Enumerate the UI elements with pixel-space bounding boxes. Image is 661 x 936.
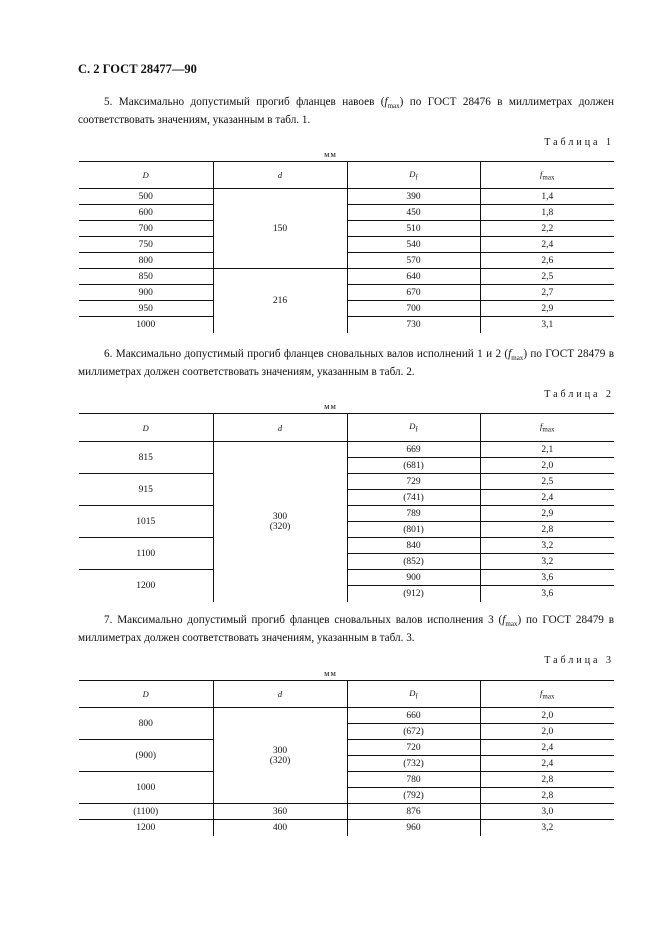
cell-Df: (681) bbox=[347, 458, 480, 474]
cell-f: 3,2 bbox=[480, 554, 614, 570]
table-row bbox=[79, 253, 614, 269]
table-row bbox=[79, 772, 614, 788]
cell-Df: 450 bbox=[347, 205, 480, 221]
cell-Df: (732) bbox=[347, 756, 480, 772]
d-value-alt: (320) bbox=[269, 755, 291, 766]
cell-d bbox=[213, 442, 347, 602]
col-D: D bbox=[79, 414, 213, 442]
cell-Df: 390 bbox=[347, 189, 480, 205]
cell-D: 950 bbox=[79, 301, 213, 317]
table-row bbox=[79, 474, 614, 490]
cell-D: 915 bbox=[79, 474, 213, 506]
table-2 bbox=[79, 413, 614, 602]
table-row bbox=[79, 285, 614, 301]
col-Df: $D_f$ bbox=[347, 681, 480, 708]
col-f: $f_{max}$ bbox=[480, 162, 614, 189]
cell-Df: 540 bbox=[347, 237, 480, 253]
cell-Df: 876 bbox=[347, 804, 480, 820]
cell-Df: 669 bbox=[347, 442, 480, 458]
col-d: d bbox=[213, 681, 347, 708]
d-value-alt: (320) bbox=[269, 521, 291, 532]
cell-f: 3,2 bbox=[480, 820, 614, 836]
cell-Df: 900 bbox=[347, 570, 480, 586]
cell-Df: 730 bbox=[347, 317, 480, 333]
cell-f: 2,8 bbox=[480, 772, 614, 788]
cell-Df: 720 bbox=[347, 740, 480, 756]
cell-D: 1000 bbox=[79, 772, 213, 804]
cell-D: 1200 bbox=[136, 580, 156, 591]
table-row bbox=[79, 442, 614, 458]
cell-Df: 700 bbox=[347, 301, 480, 317]
cell-D: 900 bbox=[79, 285, 213, 301]
cell-f: 2,1 bbox=[480, 442, 614, 458]
cell-D: 1100 bbox=[79, 538, 213, 570]
table-1-caption: Таблица 1 bbox=[544, 137, 614, 148]
col-f: $f_{max}$ bbox=[480, 681, 614, 708]
cell-f: 3,6 bbox=[480, 570, 614, 586]
table-row bbox=[79, 538, 614, 554]
cell-Df: 780 bbox=[347, 772, 480, 788]
table-row bbox=[79, 237, 614, 253]
cell-D: 800 bbox=[79, 708, 213, 740]
cell-Df: 510 bbox=[347, 221, 480, 237]
table-row bbox=[79, 804, 614, 820]
cell-d: 150 bbox=[213, 189, 347, 269]
cell-D: 850 bbox=[79, 269, 213, 285]
table-row bbox=[79, 570, 614, 586]
table-row bbox=[79, 820, 614, 836]
cell-f: 2,0 bbox=[480, 708, 614, 724]
cell-f: 2,4 bbox=[480, 237, 614, 253]
cell-f: 2,5 bbox=[480, 269, 614, 285]
cell-D: 1200 bbox=[136, 822, 156, 833]
table-row bbox=[79, 221, 614, 237]
cell-Df: 640 bbox=[347, 269, 480, 285]
cell-d: 216 bbox=[213, 269, 347, 333]
paragraph-5: 5. Максимально допустимый прогиб фланцев навоев $(f_{max})$ по ГОСТ 28476 в миллиметрах должен соответствовать значениям, указанным в табл. 1. bbox=[78, 96, 614, 127]
cell-d bbox=[213, 708, 347, 804]
paragraph-6: 6. Максимально допустимый прогиб фланцев сновальных валов исполнений 1 и 2 $(f_{max})$ по ГОСТ 28479 в миллиметрах должен соответствовать значениям, указанным в табл. 2. bbox=[78, 348, 615, 379]
paragraph-7: 7. Максимально допустимый прогиб фланцев сновальных валов исполнения 3 $(f_{max})$ по ГОСТ 28479 в миллиметрах должен соответствовать значениям, указанным в табл. 3. bbox=[78, 614, 615, 645]
cell-f: 2,4 bbox=[480, 740, 614, 756]
col-d: d bbox=[213, 162, 347, 189]
cell-D: 500 bbox=[79, 189, 213, 205]
cell-Df: (792) bbox=[347, 788, 480, 804]
cell-f: 2,0 bbox=[480, 724, 614, 740]
table-2-unit: мм bbox=[324, 401, 337, 411]
table-1-unit: мм bbox=[324, 149, 337, 159]
cell-f: 2,9 bbox=[480, 506, 614, 522]
d-value: 300 bbox=[272, 511, 288, 522]
cell-f: 3,6 bbox=[480, 586, 614, 602]
cell-Df: 660 bbox=[347, 708, 480, 724]
cell-f: 3,2 bbox=[480, 538, 614, 554]
table-row bbox=[79, 506, 614, 522]
table-row bbox=[79, 708, 614, 724]
table-3-unit: мм bbox=[324, 668, 337, 678]
cell-D: 600 bbox=[79, 205, 213, 221]
col-D: D bbox=[79, 162, 213, 189]
table-row bbox=[79, 301, 614, 317]
cell-Df: 729 bbox=[347, 474, 480, 490]
cell-d: 360 bbox=[213, 804, 347, 820]
cell-f: 1,8 bbox=[480, 205, 614, 221]
table-3 bbox=[79, 680, 614, 836]
cell-D: 700 bbox=[79, 221, 213, 237]
cell-f: 2,8 bbox=[480, 788, 614, 804]
cell-D: 750 bbox=[79, 237, 213, 253]
table-1 bbox=[79, 161, 614, 333]
col-Df: $D_f$ bbox=[347, 162, 480, 189]
cell-Df: (672) bbox=[347, 724, 480, 740]
cell-Df: (801) bbox=[347, 522, 480, 538]
cell-f: 2,8 bbox=[480, 522, 614, 538]
cell-D: (1100) bbox=[79, 804, 213, 820]
cell-f: 2,7 bbox=[480, 285, 614, 301]
cell-f: 2,5 bbox=[480, 474, 614, 490]
cell-D: 1015 bbox=[79, 506, 213, 538]
page-header: С. 2 ГОСТ 28477—90 bbox=[78, 62, 197, 76]
cell-Df: 789 bbox=[347, 506, 480, 522]
col-d: d bbox=[213, 414, 347, 442]
cell-D: 1000 bbox=[136, 319, 156, 330]
col-f: $f_{max}$ bbox=[480, 414, 614, 442]
table-row bbox=[79, 317, 614, 333]
cell-Df: 670 bbox=[347, 285, 480, 301]
cell-f: 2,6 bbox=[480, 253, 614, 269]
table-row bbox=[79, 740, 614, 756]
cell-f: 2,4 bbox=[480, 490, 614, 506]
cell-Df: (912) bbox=[347, 586, 480, 602]
cell-D: (900) bbox=[79, 740, 213, 772]
cell-Df: (741) bbox=[347, 490, 480, 506]
cell-f: 2,0 bbox=[480, 458, 614, 474]
table-row bbox=[79, 269, 614, 285]
cell-Df: 840 bbox=[347, 538, 480, 554]
cell-D: 800 bbox=[79, 253, 213, 269]
cell-f: 2,9 bbox=[480, 301, 614, 317]
table-row bbox=[79, 189, 614, 205]
cell-D: 815 bbox=[79, 442, 213, 474]
cell-f: 3,0 bbox=[480, 804, 614, 820]
cell-f: 2,4 bbox=[480, 756, 614, 772]
cell-d: 400 bbox=[213, 820, 347, 836]
cell-Df: 960 bbox=[347, 820, 480, 836]
d-value: 300 bbox=[272, 745, 288, 756]
cell-Df: 570 bbox=[347, 253, 480, 269]
cell-Df: (852) bbox=[347, 554, 480, 570]
cell-f: 3,1 bbox=[480, 317, 614, 333]
cell-f: 2,2 bbox=[480, 221, 614, 237]
col-D: D bbox=[79, 681, 213, 708]
table-row bbox=[79, 205, 614, 221]
col-Df: $D_f$ bbox=[347, 414, 480, 442]
cell-f: 1,4 bbox=[480, 189, 614, 205]
table-2-caption: Таблица 2 bbox=[544, 389, 614, 400]
table-3-caption: Таблица 3 bbox=[544, 655, 614, 666]
